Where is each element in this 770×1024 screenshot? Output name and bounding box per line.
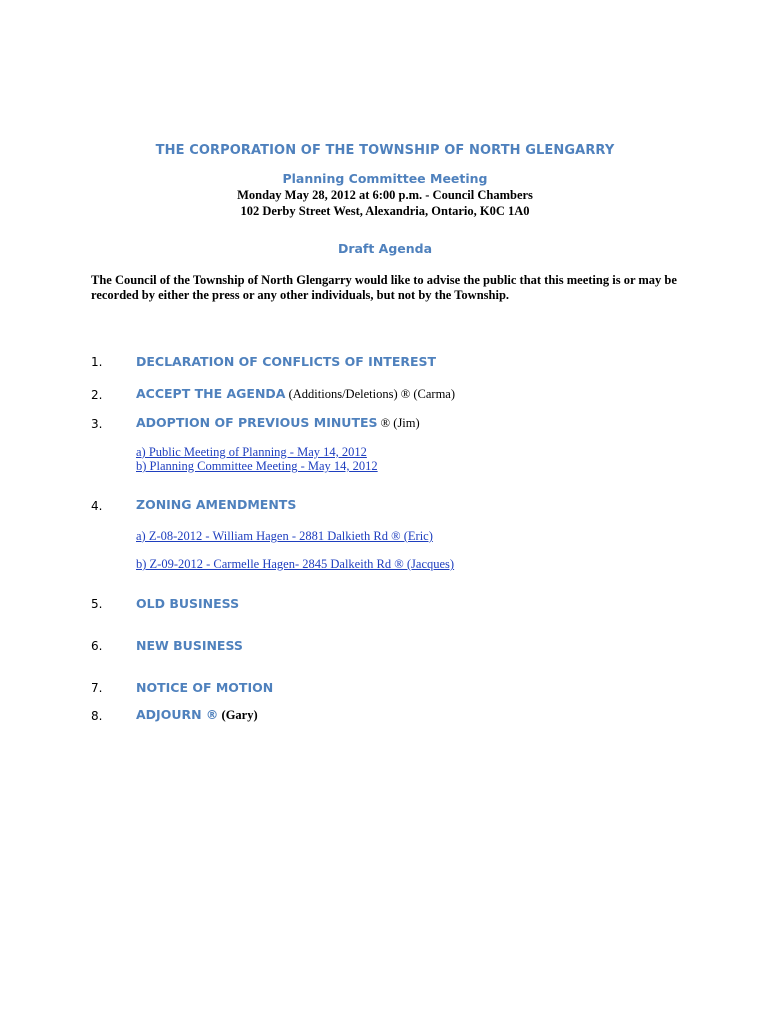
minutes-link-planning-committee[interactable]: b) Planning Committee Meeting - May 14, 2012 — [136, 459, 378, 473]
agenda-item-1-number: 1. — [91, 355, 103, 369]
agenda-item-3-number: 3. — [91, 417, 103, 431]
agenda-item-2-note: (Additions/Deletions) ® (Carma) — [288, 387, 455, 401]
agenda-item-8 — [136, 707, 258, 723]
agenda-item-7-title: NOTICE OF MOTION — [136, 680, 274, 695]
agenda-item-2 — [136, 386, 455, 402]
document-title: THE CORPORATION OF THE TOWNSHIP OF NORTH GLENGARRY — [155, 143, 615, 158]
zoning-link-z-08-2012[interactable]: a) Z-08-2012 - William Hagen - 2881 Dalkieth Rd ® (Eric) — [136, 529, 433, 543]
zoning-link-z-09-2012[interactable]: b) Z-09-2012 - Carmelle Hagen- 2845 Dalkeith Rd ® (Jacques) — [136, 557, 455, 571]
draft-agenda-heading: Draft Agenda — [337, 241, 433, 256]
agenda-item-3 — [136, 415, 420, 431]
agenda-item-1-title: DECLARATION OF CONFLICTS OF INTEREST — [136, 354, 437, 369]
agenda-item-6-number: 6. — [91, 639, 103, 653]
agenda-item-3-note: ® (Jim) — [380, 416, 420, 430]
agenda-item-7-number: 7. — [91, 681, 103, 695]
agenda-item-8-note: (Gary) — [221, 708, 258, 722]
agenda-item-2-title: ACCEPT THE AGENDA — [136, 386, 286, 401]
agenda-item-5-title: OLD BUSINESS — [136, 596, 240, 611]
recording-notice: The Council of the Township of North Glengarry would like to advise the public that this meeting is or may be recorded by either the press or any other individuals, but not by the Township. — [91, 273, 677, 302]
agenda-item-3-title: ADOPTION OF PREVIOUS MINUTES — [136, 415, 378, 430]
meeting-address-line: 102 Derby Street West, Alexandria, Ontario, K0C 1A0 — [240, 204, 530, 218]
agenda-item-5-number: 5. — [91, 597, 103, 611]
meeting-name: Planning Committee Meeting — [282, 171, 488, 186]
agenda-item-6-title: NEW BUSINESS — [136, 638, 243, 653]
agenda-item-8-title: ADJOURN ® — [136, 707, 219, 722]
agenda-item-4-title: ZONING AMENDMENTS — [136, 497, 297, 512]
agenda-item-4-number: 4. — [91, 499, 103, 513]
meeting-date-line: Monday May 28, 2012 at 6:00 p.m. - Council Chambers — [237, 188, 533, 202]
agenda-item-8-number: 8. — [91, 709, 103, 723]
minutes-link-public-meeting[interactable]: a) Public Meeting of Planning - May 14, 2012 — [136, 445, 367, 459]
agenda-item-2-number: 2. — [91, 388, 103, 402]
